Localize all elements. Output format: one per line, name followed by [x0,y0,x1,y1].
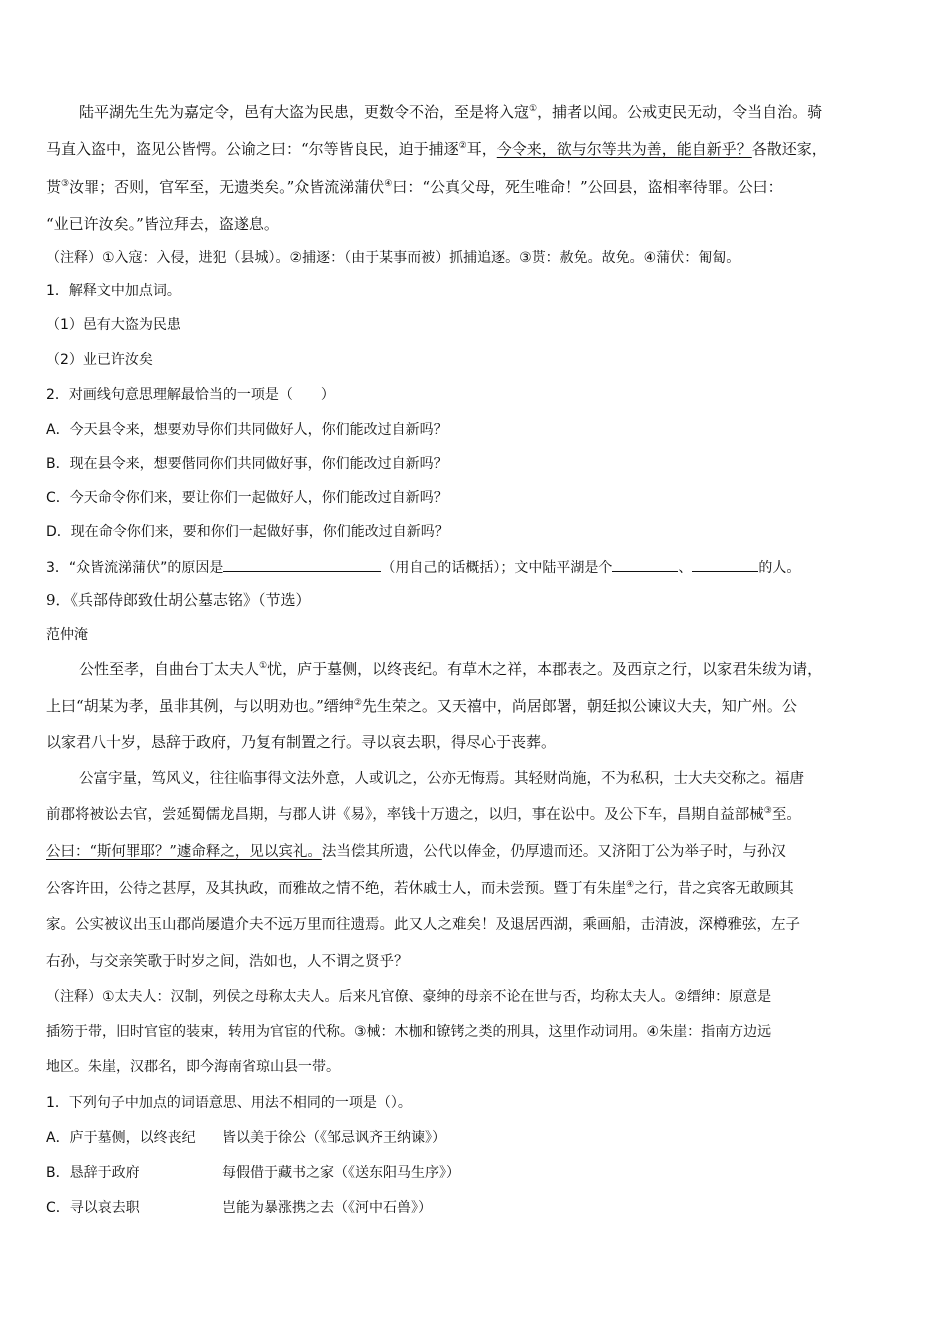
question-1-1: （1）邑有大盗为民患 [46,317,181,333]
option-d: D．现在命令你们来，要和你们一起做好事，你们能改过自新吗？ [46,524,449,540]
question2-option-c: C．寻以哀去职 岂能为暴涨携之去（《河中石兽》） [46,1200,432,1216]
answer-blank[interactable] [692,557,758,572]
passage2-p1-line3: 以家君八十岁，恳辞于政府，乃复有制置之行。寻以哀去职，得尽心于丧葬。 [46,733,557,751]
passage2-p2-line4: 公客许田，公待之甚厚，及其执政，而雅故之情不绝，若休戚士人，而未尝预。暨丁有朱崖④之行，昔之宾客无敢顾其 [46,880,794,897]
passage2-notes-line3: 地区。朱崖，汉郡名，即今海南省琼山县一带。 [46,1059,340,1075]
answer-blank[interactable] [223,557,381,572]
passage1-line2: 马直入盗中，盗见公皆愕。公谕之曰：“尔等皆良民，迫于捕逐②耳，今令来，欲与尔等共为善，能自新乎？各散还家， [46,140,827,158]
passage1-notes: （注释）①入寇：入侵，进犯（县城）。②捕逐：（由于某事而被）抓捕追逐。③贳：赦免。故免。④蒲伏：匍匐。 [46,250,741,266]
option-a: A．今天县令来，想要劝导你们共同做好人，你们能改过自新吗？ [46,422,448,438]
passage2-title: 9．《兵部侍郎致仕胡公墓志铭》（节选） [46,591,311,609]
underlined-sentence: 今令来，欲与尔等共为善，能自新乎？ [496,140,752,158]
passage1-line4: “业已许汝矣。”皆泣拜去，盗遂息。 [46,215,279,233]
passage2-p2-line5: 家。公实被议出玉山郡尚屡遣介夫不远万里而往遗焉。此又人之难矣！及退居西湖，乘画船，击清波，深樽雅弦，左子 [46,917,800,933]
passage1-line3: 贳③汝罪；否则，官军至，无遗类矣。”众皆流涕蒲伏④曰：“公真父母，死生唯命！”公回县，盗相率待罪。公曰： [46,178,783,196]
passage2-author: 范仲淹 [46,627,88,643]
passage2-p1-line1: 公性至孝，自曲台丁太夫人①忧，庐于墓侧，以终丧纪。有草木之祥，本郡表之。及西京之行，以家君朱绂为请， [79,660,823,678]
passage2-p1-line2: 上曰“胡某为孝，虽非其例，与以明劝也。”缙绅②先生荣之。又天禧中，尚居郎署，朝廷拟公谏议大夫，知广州。公 [46,697,797,715]
passage2-p2-line3: 公曰：“斯何罪耶？”遽命释之，见以宾礼。法当偿其所遗，公代以俸金，仍厚遗而还。又济阳丁公为举子时，与孙汉 [46,844,786,860]
passage2-notes-line1: （注释）①太夫人：汉制，列侯之母称太夫人。后来凡官僚、豪绅的母亲不论在世与否，均称太夫人。②缙绅：原意是 [46,989,772,1005]
question2-option-a: A．庐于墓侧，以终丧纪 皆以美于徐公（《邹忌讽齐王纳谏》） [46,1130,446,1146]
question-2: 2．对画线句意思理解最恰当的一项是（ ） [46,387,335,403]
question2-1: 1．下列句子中加点的词语意思、用法不相同的一项是（）。 [46,1095,412,1111]
passage2-p2-line1: 公富宇量，笃风义，往往临事得文法外意，人或讥之，公亦无悔焉。其轻财尚施，不为私积，士大夫交称之。福唐 [79,771,804,787]
passage1-line1: 陆平湖先生先为嘉定令，邑有大盗为民患，更数令不治，至是将入寇①，捕者以闻。公戒吏民无动，令当自治。骑 [79,103,823,121]
option-b: B．现在县令来，想要偕同你们共同做好事，你们能改过自新吗？ [46,456,448,472]
answer-blank[interactable] [612,557,678,572]
passage2-notes-line2: 插笏于带，旧时官宦的装束，转用为官宦的代称。③械：木枷和镣铐之类的刑具，这里作动词用。④朱崖：指南方边远 [46,1024,772,1040]
passage2-p2-line6: 右孙，与交亲笑歌于时岁之间，浩如也，人不谓之贤乎？ [46,954,409,970]
passage2-p2-line2: 前郡将被讼去官，尝延蜀儒龙昌期，与郡人讲《易》，率钱十万遗之，以归，事在讼中。及公下车，昌期自益部械③至。 [46,806,801,823]
question-1: 1．解释文中加点词。 [46,283,181,299]
option-c: C．今天命令你们来，要让你们一起做好人，你们能改过自新吗？ [46,490,448,506]
underlined-sentence: 公曰：“斯何罪耶？”遽命释之，见以宾礼。 [46,844,322,860]
question-1-2: （2）业已许汝矣 [46,352,153,368]
question2-option-b: B．恳辞于政府 每假借于藏书之家（《送东阳马生序》） [46,1165,460,1181]
question-3: 3．“众皆流涕蒲伏”的原因是 （用自己的话概括）；文中陆平湖是个 、 的人。 [46,557,800,578]
